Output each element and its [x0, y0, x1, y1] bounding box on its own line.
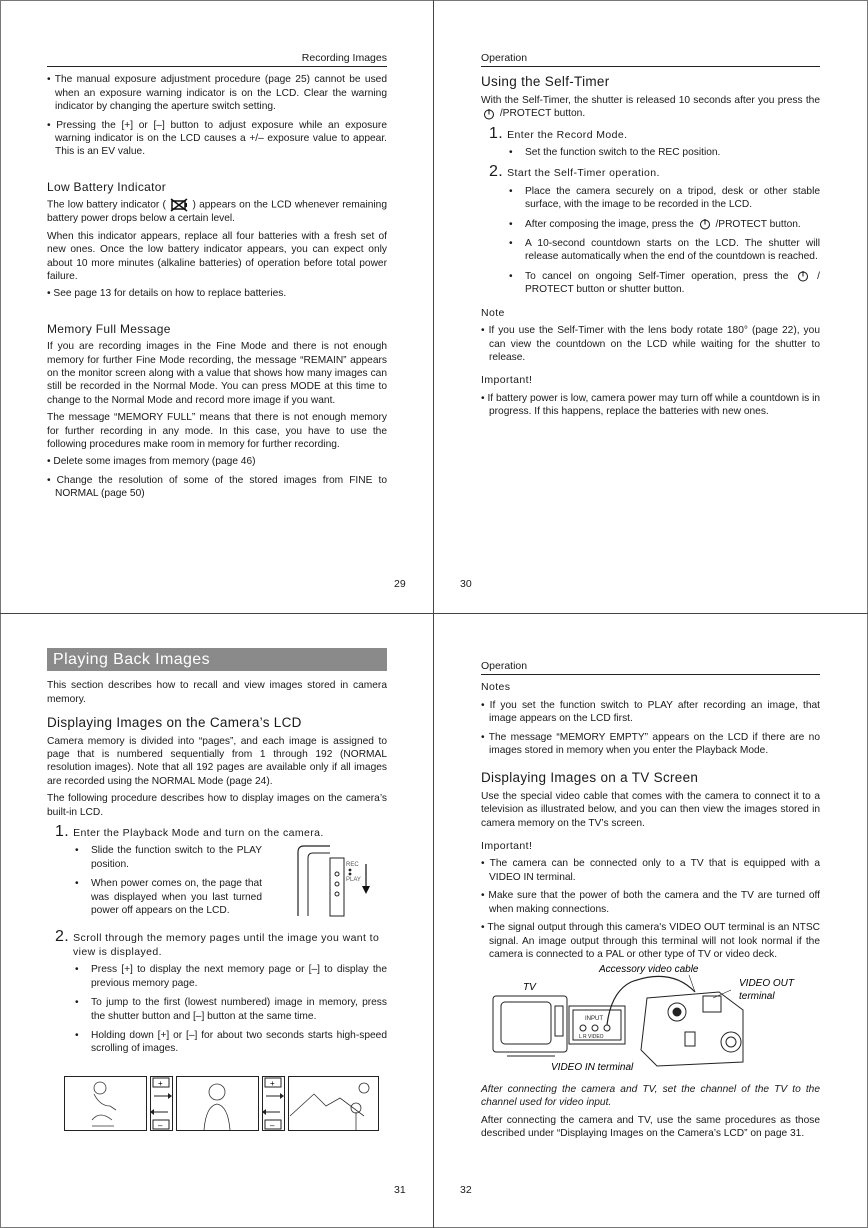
step-2	[47, 930, 387, 959]
page-number: 31	[394, 1184, 406, 1196]
step-text: Enter the Record Mode.	[507, 128, 628, 141]
scroll-illustration	[64, 1076, 380, 1132]
list-item: • The camera can be connected only to a TV that is equipped with a VIDEO IN terminal.	[481, 857, 820, 884]
camera-drawing	[641, 992, 743, 1066]
low-battery-paragraph	[47, 198, 387, 226]
sub-item: • Set the function switch to the REC position.	[481, 146, 820, 159]
important-label: Important!	[481, 840, 533, 853]
intro-paragraph: This section describes how to recall and view images stored in camera memory.	[47, 680, 387, 705]
sub-item: • To jump to the first (lowest numbered) image in memory, press the shutter button and [–] button at the same time.	[47, 996, 387, 1023]
figure-caption: After connecting the camera and TV, set the channel of the TV to the channel used for video input.	[481, 1083, 820, 1109]
text: /PROTECT button.	[499, 108, 586, 120]
list-item: • If you set the function switch to PLAY after recording an image, that image appears on the LCD first.	[481, 699, 820, 726]
self-timer-icon	[481, 108, 497, 120]
notes-label: Notes	[481, 681, 511, 694]
step-text: Enter the Playback Mode and turn on the camera.	[73, 827, 324, 840]
section-heading-tv: Displaying Images on a TV Screen	[481, 770, 699, 786]
image-frame-1	[65, 1076, 147, 1130]
sub-item: • A 10-second countdown starts on the LCD. The shutter will release automatically when the end of the countdown is reached.	[481, 237, 820, 264]
memory-full-paragraph-2: The message “MEMORY FULL” means that there is not enough memory for further recording in any mode. In this case, you have to use the following procedures make room in memory for further recording.	[47, 412, 387, 451]
step-number: 1.	[55, 823, 70, 841]
image-frame-2	[177, 1076, 259, 1130]
note-label: Note	[481, 306, 505, 319]
image-frame-3	[289, 1076, 379, 1130]
tv-label: TV	[523, 982, 536, 994]
input-label: INPUT	[585, 1016, 603, 1023]
list-item: • The message “MEMORY EMPTY” appears on the LCD if there are no images stored in memory when you enter the Playback Mode.	[481, 731, 820, 758]
tv-drawing	[493, 996, 567, 1056]
video-out-label: VIDEO OUT	[739, 978, 795, 990]
minus-label: –	[158, 1120, 163, 1130]
input-panel	[569, 1006, 625, 1044]
list-item: • Pressing the [+] or [–] button to adjust exposure while an exposure warning indicator is on the LCD causes a +/– exposure value to appear. This is an EV value.	[47, 119, 387, 159]
text: /PROTECT button.	[715, 218, 801, 230]
step-1	[481, 124, 820, 142]
sub-item: • Slide the function switch to the PLAY position.	[47, 844, 262, 871]
step-number: 1.	[489, 124, 504, 142]
list-item: • If you use the Self-Timer with the lens body rotate 180° (page 22), you can view the countdown on the LCD while waiting for the shutter to release.	[481, 324, 820, 364]
sub-item: • Press [+] to display the next memory page or [–] to display the previous memory page.	[47, 963, 387, 990]
list-item: • Delete some images from memory (page 46)	[47, 455, 387, 468]
step-number: 2.	[489, 163, 504, 181]
section-heading-lcd: Displaying Images on the Camera’s LCD	[47, 715, 302, 731]
text: To cancel on ongoing Self-Timer operation, press the	[525, 270, 789, 282]
step-text: Start the Self-Timer operation.	[507, 167, 660, 180]
page-30	[481, 52, 820, 424]
paragraph: Use the special video cable that comes with the camera to connect it to a television as illustrated below, and you can then view the images stored in camera memory on the TV’s screen.	[481, 790, 820, 829]
list-item: • The signal output through this camera's VIDEO OUT terminal is an NTSC signal. An image output through this terminal will not look normal if the camera is connected to a PAL or other type of TV or video deck.	[481, 921, 820, 961]
low-battery-paragraph-2: When this indicator appears, replace all four batteries with a fresh set of new ones. Once the low battery indicator appears, you can expect only about 10 more minutes (alkaline batteries) of operation before total power failure.	[47, 230, 387, 282]
page-number: 32	[460, 1184, 472, 1196]
self-timer-icon	[795, 270, 811, 282]
step-1	[47, 825, 387, 840]
text: The low battery indicator (	[47, 199, 166, 211]
step-1-subs	[47, 844, 262, 924]
text: With the Self-Timer, the shutter is released 10 seconds after you press the	[481, 94, 820, 106]
text: After composing the image, press the	[525, 218, 694, 230]
play-label: PLAY	[346, 877, 361, 884]
rec-label: REC	[346, 862, 359, 869]
section-heading-self-timer: Using the Self-Timer	[481, 74, 610, 90]
section-heading-memory-full: Memory Full Message	[47, 321, 171, 336]
self-timer-icon	[697, 218, 713, 230]
vertical-divider	[433, 0, 434, 1228]
section-heading-low-battery: Low Battery Indicator	[47, 179, 167, 194]
important-label: Important!	[481, 374, 533, 387]
sub-item: • When power comes on, the page that was displayed when you last turned power off appears on the LCD.	[47, 877, 262, 917]
chapter-banner: Playing Back Images	[47, 648, 387, 671]
list-item: • Make sure that the power of both the camera and the TV are turned off when making connections.	[481, 889, 820, 916]
paragraph: The following procedure describes how to display images on the camera’s built-in LCD.	[47, 793, 387, 818]
page-number: 29	[394, 578, 406, 590]
sub-item	[481, 218, 820, 231]
plus-label: +	[158, 1078, 163, 1088]
running-head: Operation	[481, 52, 820, 67]
sub-item	[481, 270, 820, 297]
list-item: • If battery power is low, camera power may turn off while a countdown is in progress. If this happens, replace the batteries with new ones.	[481, 392, 820, 419]
text: / PROTECT button or shutter button.	[525, 270, 820, 296]
step-1-content	[47, 844, 387, 924]
self-timer-intro	[481, 94, 820, 121]
step-number: 2.	[55, 928, 70, 946]
video-in-label: VIDEO IN terminal	[551, 1062, 634, 1074]
page-29	[47, 52, 387, 506]
cable-label: Accessory video cable	[599, 964, 699, 976]
paragraph: After connecting the camera and TV, use the same procedures as those described under “Displaying Images on the Camera’s LCD” on page 31.	[481, 1114, 820, 1139]
low-battery-icon	[169, 198, 189, 212]
plus-label: +	[270, 1078, 275, 1088]
sub-item: • Holding down [+] or [–] for about two seconds starts high-speed scrolling of images.	[47, 1029, 387, 1056]
running-head: Recording Images	[47, 52, 387, 67]
list-item: • The manual exposure adjustment procedure (page 25) cannot be used when an exposure warning indicator is on the LCD. Clear the warning indicator by changing the aperture switch setting.	[47, 73, 387, 113]
sub-item: • Place the camera securely on a tripod, desk or other stable surface, with the image to be recorded in the LCD.	[481, 185, 820, 212]
list-item: • See page 13 for details on how to replace batteries.	[47, 287, 387, 300]
text: ) appears on the LCD whenever remaining battery power drops below a certain level.	[47, 199, 387, 225]
memory-full-paragraph: If you are recording images in the Fine Mode and there is not enough memory for further Fine Mode recording, the message “REMAIN” appears on the monitor screen along with a value that shows how many images can still be recorded in the Normal Mode. You can press MODE at this time to change to the Normal Mode and record more image if you want.	[47, 341, 387, 406]
function-switch-illustration	[268, 844, 378, 924]
step-2	[481, 165, 820, 180]
terminal-label: terminal	[739, 991, 775, 1003]
running-head: Operation	[481, 660, 820, 675]
tv-connection-illustration	[481, 962, 820, 1074]
page-32	[481, 660, 820, 1144]
list-item: • Change the resolution of some of the stored images from FINE to NORMAL (page 50)	[47, 474, 387, 501]
step-text: Scroll through the memory pages until the image you want to view is displayed.	[73, 932, 380, 958]
video-cable	[607, 977, 695, 1026]
page-number: 30	[460, 578, 472, 590]
page-31	[47, 648, 387, 1136]
paragraph: Camera memory is divided into “pages”, and each image is assigned to page that is numbered sequentially from 1 through 192 (NORMAL resolution images). Note that all 192 pages are available only if all images are recorded using the NORMAL Mode (page 24).	[47, 735, 387, 787]
ports-label: L R VIDEO	[579, 1034, 604, 1041]
horizontal-divider	[0, 613, 868, 614]
minus-label: –	[270, 1120, 275, 1130]
